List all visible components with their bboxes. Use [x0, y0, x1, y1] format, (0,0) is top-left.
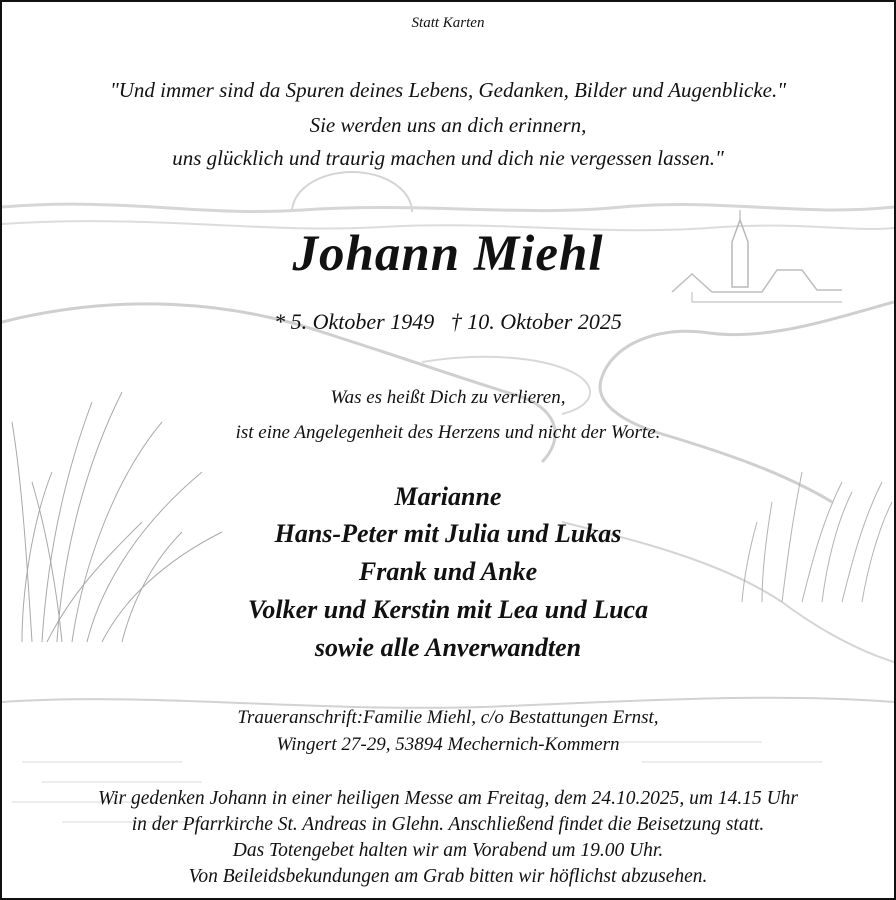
family-member: Volker und Kerstin mit Lea und Luca: [247, 595, 649, 624]
family-member: sowie alle Anverwandten: [314, 633, 582, 662]
verse-line-2: ist eine Angelegenheit des Herzens und nicht der Worte.: [235, 422, 661, 443]
obituary-text: [2, 2, 894, 898]
quote-line-2: Sie werden uns an dich erinnern,: [309, 113, 587, 137]
notice-line-4: Von Beileidsbekundungen am Grab bitten wir höflichst abzusehen.: [188, 866, 708, 887]
verse-line-1: Was es heißt Dich zu verlieren,: [330, 387, 566, 408]
address-line-1: Traueranschrift:Familie Miehl, c/o Bestattungen Ernst,: [237, 707, 659, 728]
header-note: Statt Karten: [411, 15, 485, 31]
quote-line-3: uns glücklich und traurig machen und dich nie vergessen lassen.": [172, 146, 724, 170]
life-dates: * 5. Oktober 1949 † 10. Oktober 2025: [274, 309, 622, 334]
family-member: Marianne: [394, 482, 502, 511]
address-line-2: Wingert 27-29, 53894 Mechernich-Kommern: [276, 734, 620, 755]
notice-line-3: Das Totengebet halten wir am Vorabend um 19.00 Uhr.: [232, 840, 664, 861]
notice-line-2: in der Pfarrkirche St. Andreas in Glehn. Anschließend findet die Beisetzung statt.: [131, 814, 765, 835]
deceased-name: Johann Miehl: [292, 226, 604, 282]
family-member: Hans-Peter mit Julia und Lukas: [274, 519, 622, 548]
family-member: Frank und Anke: [358, 557, 538, 586]
notice-line-1: Wir gedenken Johann in einer heiligen Messe am Freitag, dem 24.10.2025, um 14.15 Uhr: [97, 788, 799, 809]
quote-line-1: "Und immer sind da Spuren deines Lebens, Gedanken, Bilder und Augenblicke.": [109, 78, 787, 102]
